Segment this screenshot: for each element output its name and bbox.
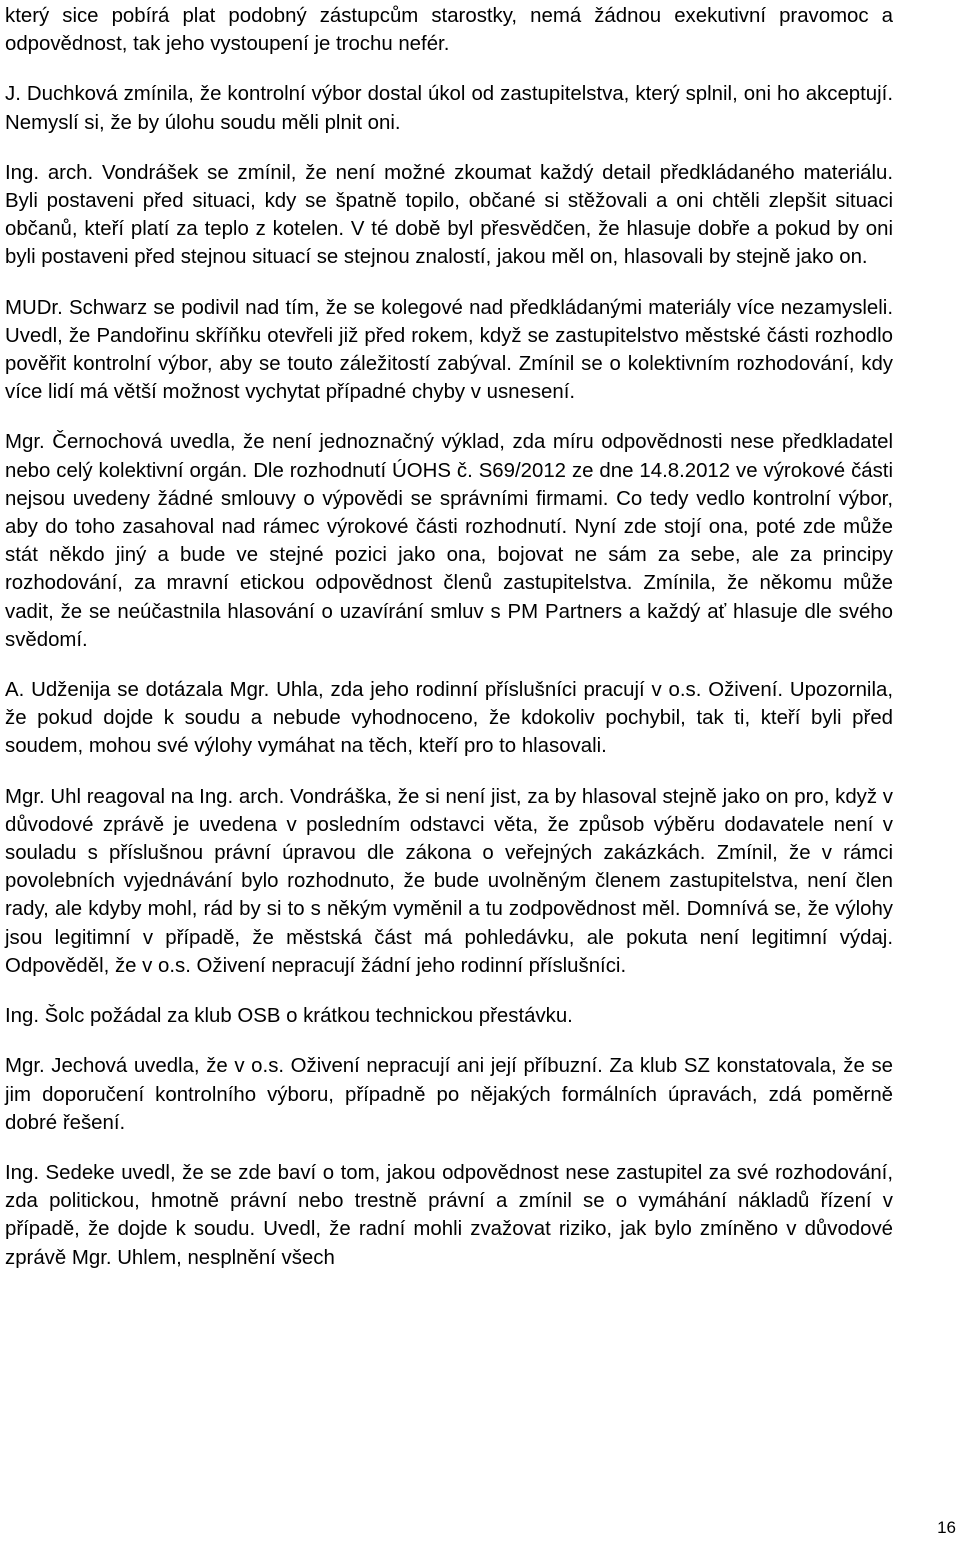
paragraph-cernochova: Mgr. Černochová uvedla, že není jednoznačný výklad, zda míru odpovědnosti nese předkladatel nebo celý kolektivní orgán. Dle rozhodnutí ÚOHS č. S69/2012 ze dne 14.8.2012 ve výrokové části nejsou uvedeny žádné smlouvy o výpovědi se správními firmami. Co tedy vedlo kontrolní výbor, aby do toho zasahoval nad rámec výrokové části rozhodnutí. Nyní zde stojí ona, poté zde může stát někdo jiný a bude ve stejné pozici jako ona, bojovat ne sám za sebe, ale za principy rozhodování, za mravní etickou odpovědnost členů zastupitelstva. Zmínila, že někomu může vadit, že se neúčastnila hlasování o uzavírání smluv s PM Partners a každý ať hlasuje dle svého svědomí. bbox=[5, 431, 893, 651]
paragraph-udzenija: A. Udženija se dotázala Mgr. Uhla, zda jeho rodinní příslušníci pracují v o.s. Oživení. Upozornila, že pokud dojde k soudu a nebude vyhodnoceno, že kdokoliv pochybil, tak ti, kteří byli před soudem, mohou své výlohy vymáhat na těch, kteří pro to hlasovali. bbox=[5, 679, 893, 758]
paragraph-continuation: který sice pobírá plat podobný zástupcům starostky, nemá žádnou exekutivní pravomoc a odpovědnost, tak jeho vystoupení je trochu nefér. bbox=[5, 5, 893, 56]
paragraph-vondrasek: Ing. arch. Vondrášek se zmínil, že není možné zkoumat každý detail předkládaného materiálu. Byli postaveni před situaci, kdy se špatně topilo, občané si stěžovali a oni chtěli zlepšit situaci občanů, kteří platí za teplo z kotelen. V té době byl přesvědčen, že hlasuje dobře a pokud by oni byli postaveni před stejnou situací se stejnou znalostí, jakou měl on, hlasovali by stejně jako on. bbox=[5, 161, 893, 269]
paragraph-duchkova: J. Duchková zmínila, že kontrolní výbor dostal úkol od zastupitelstva, který splnil, oni ho akceptují. Nemyslí si, že by úlohu soudu měli plnit oni. bbox=[5, 83, 893, 134]
paragraph-sedeke: Ing. Sedeke uvedl, že se zde baví o tom, jakou odpovědnost nese zastupitel za své rozhodování, zda politickou, hmotně právní nebo trestně právní a zmínil se o vymáhání nákladů řízení v případě, že dojde k soudu. Uvedl, že radní mohli zvažovat riziko, jak bylo zmíněno v důvodové zprávě Mgr. Uhlem, nesplnění všech bbox=[5, 1161, 893, 1269]
paragraph-jechova: Mgr. Jechová uvedla, že v o.s. Oživení nepracují ani její příbuzní. Za klub SZ konstatovala, že se jim doporučení kontrolního výboru, případně po nějakých formálních úpravách, zdá poměrně dobré řešení. bbox=[5, 1055, 893, 1134]
paragraph-schwarz: MUDr. Schwarz se podivil nad tím, že se kolegové nad předkládanými materiály více nezamysleli. Uvedl, že Pandořinu skříňku otevřeli již před rokem, když se zastupitelstvo městské části rozhodlo pověřit kontrolní výbor, aby se touto záležitostí zabýval. Zmínil se o kolektivním rozhodování, kdy více lidí má větší možnost vychytat případné chyby v usnesení. bbox=[5, 296, 893, 404]
paragraph-solc: Ing. Šolc požádal za klub OSB o krátkou technickou přestávku. bbox=[5, 1005, 573, 1028]
paragraph-uhl: Mgr. Uhl reagoval na Ing. arch. Vondráška, že si není jist, za by hlasoval stejně jako on pro, když v důvodové zprávě je uvedena v posledním odstavci věta, že způsob výběru dodavatele není v souladu s příslušnou právní úpravou dle zákona o veřejných zakázkách. Zmínil, že v rámci povolebních vyjednávání bylo rozhodnuto, že bude uvolněným členem zastupitelstva, není člen rady, ale kdyby mohl, rád by si to s někým vyměnil a tu zodpovědnost měl. Domnívá se, že výlohy jsou legitimní v případě, že městská část má pohledávku, ale pokuta není legitimní výdaj. Odpověděl, že v o.s. Oživení nepracují žádní jeho rodinní příslušníci. bbox=[5, 785, 893, 977]
document-page bbox=[5, 0, 893, 1272]
page-number: 16 bbox=[937, 1518, 956, 1537]
